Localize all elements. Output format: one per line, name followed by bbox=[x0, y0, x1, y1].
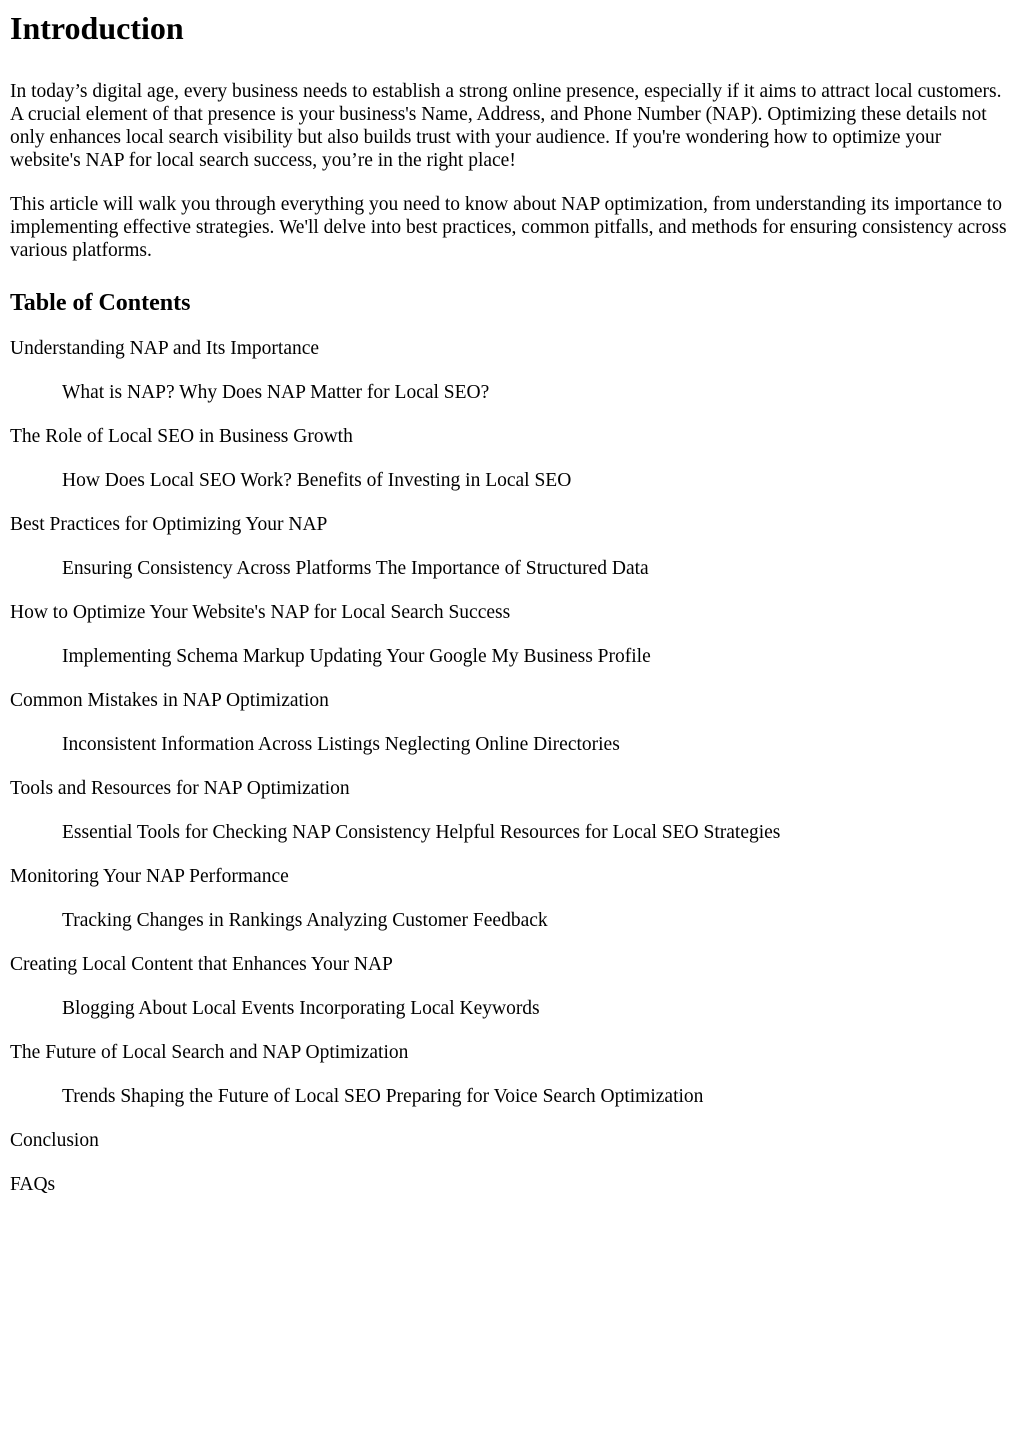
toc-subitem[interactable]: Implementing Schema Markup Updating Your Google My Business Profile bbox=[62, 646, 651, 667]
intro-paragraph: This article will walk you through everything you need to know about NAP optimization, from understanding its importance to implementing effective strategies. We'll delve into best practices, common pitfalls, and methods for ensuring consistency across various platforms. bbox=[10, 194, 1007, 261]
toc-subitem[interactable]: Blogging About Local Events Incorporating Local Keywords bbox=[62, 998, 540, 1019]
intro-section bbox=[10, 80, 1014, 262]
table-of-contents bbox=[10, 337, 1014, 1196]
toc-subitem[interactable]: What is NAP? Why Does NAP Matter for Local SEO? bbox=[62, 382, 490, 403]
toc-item-creating-local-content[interactable]: Creating Local Content that Enhances Your NAP bbox=[10, 954, 393, 975]
toc-item-best-practices[interactable]: Best Practices for Optimizing Your NAP bbox=[10, 514, 328, 535]
toc-item-role-of-local-seo[interactable]: The Role of Local SEO in Business Growth bbox=[10, 426, 353, 447]
toc-subitem[interactable]: How Does Local SEO Work? Benefits of Investing in Local SEO bbox=[62, 470, 572, 491]
toc-item-monitoring-performance[interactable]: Monitoring Your NAP Performance bbox=[10, 866, 289, 887]
toc-subitem[interactable]: Essential Tools for Checking NAP Consistency Helpful Resources for Local SEO Strategies bbox=[62, 822, 781, 843]
toc-item-common-mistakes[interactable]: Common Mistakes in NAP Optimization bbox=[10, 690, 329, 711]
toc-item-future-of-local-search[interactable]: The Future of Local Search and NAP Optimization bbox=[10, 1042, 409, 1063]
toc-item-conclusion[interactable]: Conclusion bbox=[10, 1130, 99, 1151]
page-title: Introduction bbox=[10, 10, 184, 46]
toc-item-how-to-optimize[interactable]: How to Optimize Your Website's NAP for Local Search Success bbox=[10, 602, 511, 623]
toc-item-understanding-nap[interactable]: Understanding NAP and Its Importance bbox=[10, 338, 320, 359]
toc-subitem[interactable]: Inconsistent Information Across Listings Neglecting Online Directories bbox=[62, 734, 620, 755]
toc-subitem[interactable]: Ensuring Consistency Across Platforms The Importance of Structured Data bbox=[62, 558, 649, 579]
toc-heading: Table of Contents bbox=[10, 290, 191, 316]
toc-subitem[interactable]: Trends Shaping the Future of Local SEO Preparing for Voice Search Optimization bbox=[62, 1086, 704, 1107]
intro-paragraph: In today’s digital age, every business needs to establish a strong online presence, especially if it aims to attract local customers. A crucial element of that presence is your business's Name, Address, and Phone Number (NAP). Optimizing these details not only enhances local search visibility but also builds trust with your audience. If you're wondering how to optimize your website's NAP for local search success, you’re in the right place! bbox=[10, 81, 1002, 171]
toc-subitem[interactable]: Tracking Changes in Rankings Analyzing Customer Feedback bbox=[62, 910, 548, 931]
toc-item-tools-and-resources[interactable]: Tools and Resources for NAP Optimization bbox=[10, 778, 350, 799]
toc-item-faqs[interactable]: FAQs bbox=[10, 1174, 56, 1195]
article-page bbox=[0, 10, 1024, 1196]
